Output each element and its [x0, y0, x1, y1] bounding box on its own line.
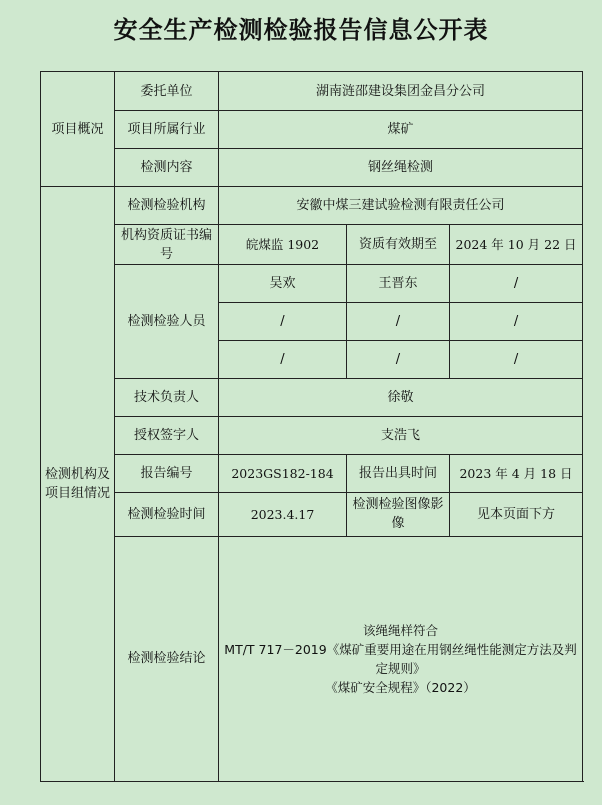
section-label-org: 检测机构及项目组情况	[41, 187, 115, 782]
table-row	[41, 225, 583, 265]
tech-lead-label: 技术负责人	[115, 379, 219, 417]
industry-label: 项目所属行业	[115, 111, 219, 149]
report-no-value: 2023GS182-184	[219, 455, 347, 492]
table-row	[41, 379, 583, 417]
signer-value: 支浩飞	[219, 417, 583, 455]
personnel-cell: /	[450, 341, 583, 379]
content-label: 检测内容	[115, 149, 219, 187]
test-time-label: 检测检验时间	[115, 492, 219, 536]
validity-label: 资质有效期至	[347, 225, 450, 265]
personnel-cell: /	[219, 303, 347, 341]
personnel-label: 检测检验人员	[115, 265, 219, 379]
images-label: 检测检验图像影像	[347, 492, 450, 536]
cert-label: 机构资质证书编号	[115, 225, 219, 265]
table-row	[41, 455, 583, 492]
table-row	[41, 111, 583, 149]
conclusion-line: 《煤矿安全规程》（2022）	[325, 679, 476, 695]
section-label-overview: 项目概况	[41, 72, 115, 187]
content-value: 钢丝绳检测	[219, 149, 583, 187]
client-label: 委托单位	[115, 72, 219, 111]
personnel-cell: /	[347, 303, 450, 341]
cert-value: 皖煤监 1902	[219, 225, 347, 265]
table-row	[41, 417, 583, 455]
personnel-cell: /	[450, 265, 583, 303]
issue-time-value: 2023 年 4 月 18 日	[450, 455, 583, 492]
table-row	[41, 492, 583, 536]
table-row	[41, 72, 583, 111]
issue-time-label: 报告出具时间	[347, 455, 450, 492]
table-row	[41, 149, 583, 187]
table-row	[41, 536, 583, 781]
table-row	[41, 265, 583, 303]
conclusion-line: MT/T 717－2019《煤矿重要用途在用钢丝绳性能测定方法及判定规则》	[224, 641, 577, 676]
signer-label: 授权签字人	[115, 417, 219, 455]
conclusion-line: 该绳绳样符合	[363, 622, 439, 638]
section-label-conclusion: 检测检验结论	[115, 536, 219, 781]
info-table	[40, 71, 583, 782]
institution-value: 安徽中煤三建试验检测有限责任公司	[219, 187, 583, 225]
page-title: 安全生产检测检验报告信息公开表	[113, 16, 489, 44]
personnel-cell: /	[450, 303, 583, 341]
validity-value: 2024 年 10 月 22 日	[450, 225, 583, 265]
table-row	[41, 187, 583, 225]
personnel-cell: 吴欢	[219, 265, 347, 303]
personnel-cell: 王晋东	[347, 265, 450, 303]
test-time-value: 2023.4.17	[219, 492, 347, 536]
institution-label: 检测检验机构	[115, 187, 219, 225]
industry-value: 煤矿	[219, 111, 583, 149]
personnel-cell: /	[347, 341, 450, 379]
conclusion-text	[219, 536, 583, 781]
client-value: 湖南涟邵建设集团金昌分公司	[219, 72, 583, 111]
images-value: 见本页面下方	[450, 492, 583, 536]
personnel-cell: /	[219, 341, 347, 379]
report-no-label: 报告编号	[115, 455, 219, 492]
tech-lead-value: 徐敬	[219, 379, 583, 417]
